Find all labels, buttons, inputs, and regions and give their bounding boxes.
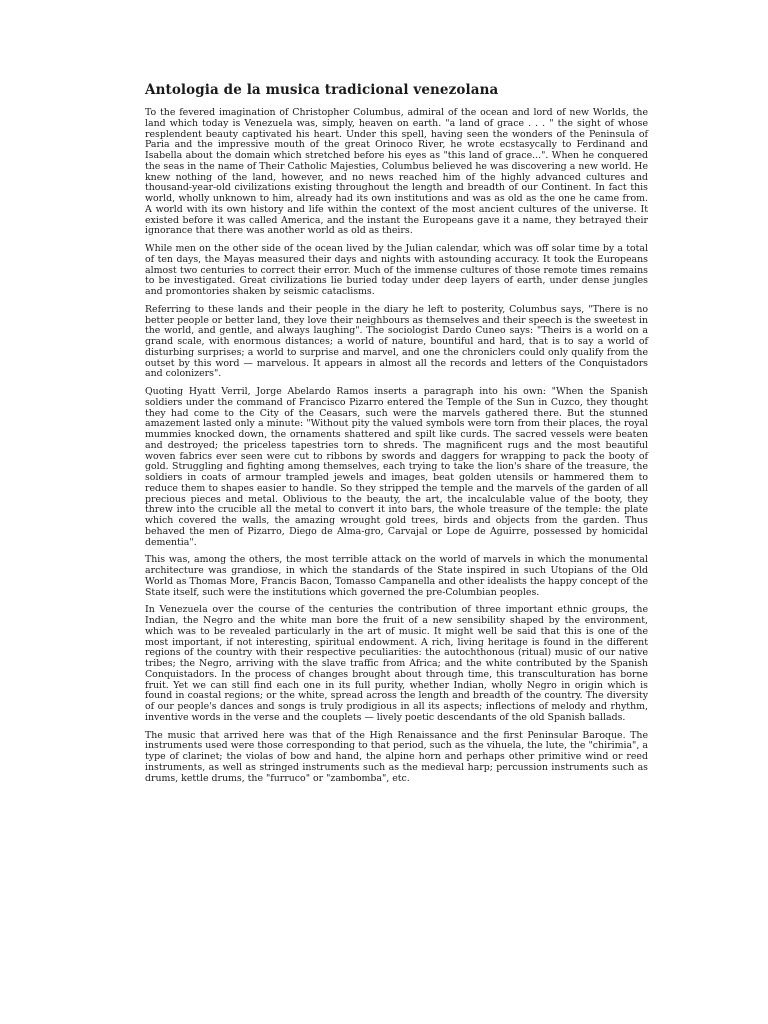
document-page [145, 82, 648, 791]
document-title: Antologia de la musica tradicional venezolana [145, 82, 499, 98]
paragraph-4: Quoting Hyatt Verril, Jorge Abelardo Ramos inserts a paragraph into his own: "When the Spanish soldiers under the command of Francisco Pizarro entered the Temple of the Sun in Cuzco, they thought they had come to the City of the Ceasars, such were the marvels gathered there. But the stunned amazement lasted only a minute: "Without pity the valued symbols were torn from their places, the royal mummies knocked down, the ornaments shattered and spilt like curds. The sacred vessels were beaten and destroyed; the priceless tapestries torn to shreds. The magnificent rugs and the most beautiful woven fabrics ever seen were cut to ribbons by swords and daggers for wrapping to pack the booty of gold. Struggling and fighting among themselves, each trying to take the lion's share of the treasure, the soldiers in coats of armour trampled jewels and images, beat golden utensils or hammered them to reduce them to shapes easier to handle. So they stripped the temple and the marvels of the garden of all precious pieces and metal. Oblivious to the beauty, the art, the incalculable value of the booty, they threw into the crucible all the metal to convert it into bars, the whole treasure of the temple: the plate which covered the walls, the amazing wrought gold trees, birds and objects from the garden. Thus behaved the men of Pizarro, Diego de Alma-gro, Carvajal or Lope de Aguirre, possessed by homicidal dementia". [145, 386, 648, 548]
paragraph-7: The music that arrived here was that of the High Renaissance and the first Peninsular Baroque. The instruments used were those corresponding to that period, such as the vihuela, the lute, the "chirimia", a type of clarinet; the violas of bow and hand, the alpine horn and perhaps other primitive wind or reed instruments, as well as stringed instruments such as the medieval harp; percussion instruments such as drums, kettle drums, the "furruco" or "zambomba", etc. [145, 729, 648, 784]
paragraph-6: In Venezuela over the course of the centuries the contribution of three important ethnic groups, the Indian, the Negro and the white man bore the fruit of a new sensibility shaped by the environment, which was to be revealed particularly in the art of music. It might well be said that this is one of the most important, if not interesting, spiritual endowment. A rich, living heritage is found in the different regions of the country with their respective peculiarities: the autochthonous (ritual) music of our native tribes; the Negro, arriving with the slave traffic from Africa; and the white contributed by the Spanish Conquistadors. In the process of changes brought about through time, this transculturation has borne fruit. Yet we can still find each one in its full purity, whether Indian, wholly Negro in origin which is found in coastal regions; or the white, spread across the length and breadth of the country. The diversity of our people's dances and songs is truly prodigious in all its aspects; inflections of melody and rhythm, inventive words in the verse and the couplets — lively poetic descendants of the old Spanish ballads. [145, 604, 648, 723]
paragraph-5: This was, among the others, the most terrible attack on the world of marvels in which the monumental architecture was grandiose, in which the standards of the State inspired in such Utopians of the Old World as Thomas More, Francis Bacon, Tomasso Campanella and other idealists the happy concept of the State itself, such were the institutions which governed the pre-Columbian peoples. [145, 554, 648, 598]
paragraph-2: While men on the other side of the ocean lived by the Julian calendar, which was off solar time by a total of ten days, the Mayas measured their days and nights with astounding accuracy. It took the Europeans almost two centuries to correct their error. Much of the immense cultures of those remote times remains to be investigated. Great civilizations lie buried today under deep layers of earth, under dense jungles and promontories shaken by seismic cataclisms. [145, 243, 648, 297]
paragraph-1: To the fevered imagination of Christopher Columbus, admiral of the ocean and lord of new Worlds, the land which today is Venezuela was, simply, heaven on earth. "a land of grace . . . " the sight of whose resplendent beauty captivated his heart. Under this spell, having seen the wonders of the Peninsula of Paria and the impressive mouth of the great Orinoco River, he wrote ecstasycally to Ferdinand and Isabella about the domain which stretched before his eyes as "this land of grace...". When he conquered the seas in the name of Their Catholic Majesties, Columbus believed he was discovering a new world. He knew nothing of the land, however, and no news reached him of the highly advanced cultures and thousand-year-old civilizations existing throughout the length and breadth of our Continent. In fact this world, wholly unknown to him, already had its own institutions and was as old as the one he came from. A world with its own history and life within the context of the most ancient cultures of the universe. It existed before it was called America, and the instant the Europeans gave it a name, they betrayed their ignorance that there was another world as old as theirs. [145, 107, 648, 237]
paragraph-3: Referring to these lands and their people in the diary he left to posterity, Columbus says, "There is no better people or better land, they love their neighbours as themselves and their speech is the sweetest in the world, and gentle, and always laughing". The sociologist Dardo Cuneo says: "Theirs is a world on a grand scale, with enormous distances; a world of nature, bountiful and hard, that is to say a world of disturbing surprises; a world to surprise and marvel, and one the chroniclers could only qualify from the outset by this word — marvelous. It appears in almost all the records and letters of the Conquistadors and colonizers". [145, 303, 648, 380]
